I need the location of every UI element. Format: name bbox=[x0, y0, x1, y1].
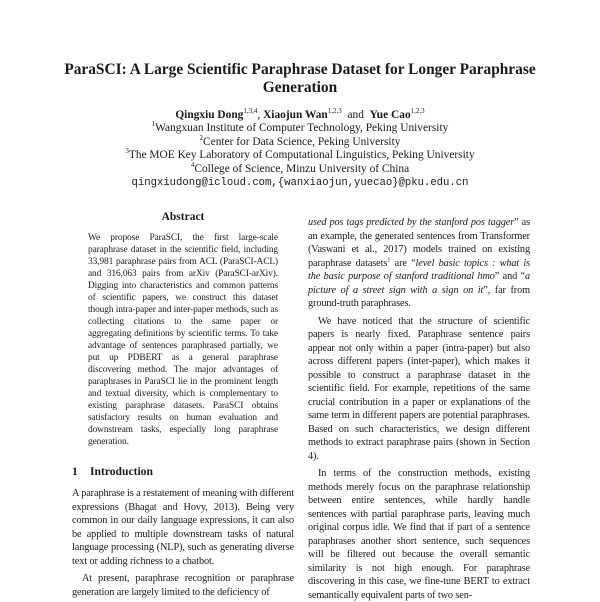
affiliation-mark: 4 bbox=[190, 160, 195, 169]
author-name: Xiaojun Wan bbox=[263, 109, 328, 121]
abstract-heading: Abstract bbox=[161, 211, 205, 223]
section-title: Introduction bbox=[90, 465, 153, 478]
affiliation-mark: 3 bbox=[125, 147, 129, 156]
author-affil-marks: 1,2,3 bbox=[410, 107, 425, 116]
affiliation-text: Wangxuan Institute of Computer Technology, Peking University bbox=[155, 122, 449, 135]
author-emails: qingxiudong@icloud.com,{wanxiaojun,yuecao}@pku.edu.cn bbox=[131, 177, 469, 190]
body-paragraph-structure: We have noticed that the structure of scientific papers is nearly fixed. Paraphrase sentence pairs appear not only within a paper (intra-paper) but also across different papers (inter-paper), which makes it possible to construct a paraphrase dataset in the scientific field. For example, repetitions of the same crucial contribution in a paper or explanations of the same term in different papers are potential paraphrases. Based on such characteristics, we design different methods to extract paraphrase pairs (shown in Section 4). bbox=[308, 315, 530, 462]
affiliation bbox=[60, 122, 540, 135]
author-affil-marks: 1,3,4 bbox=[243, 107, 258, 116]
quoted-example: level basic topics : what is the basic purpose of stanford traditional hmo bbox=[308, 257, 530, 282]
body-text: ” and “ bbox=[494, 271, 525, 282]
author-affil-marks: 1,2,3 bbox=[327, 107, 342, 116]
affiliation-mark: 2 bbox=[199, 134, 204, 143]
author-name: Yue Cao bbox=[369, 109, 411, 121]
body-text: are “ bbox=[390, 257, 416, 269]
section-number: 1 bbox=[72, 465, 78, 478]
body-text: ”, far from ground-truth paraphrases. bbox=[308, 284, 530, 309]
author-block bbox=[60, 109, 540, 190]
example-paragraph bbox=[308, 216, 530, 311]
author-line: Qingxiu Dong$^{1,3,4}$, Xiaojun Wan$^{1,2,3}$ and Yue Cao$^{1,2,3}$ bbox=[175, 107, 425, 121]
left-column bbox=[72, 210, 294, 599]
affiliation bbox=[60, 160, 540, 176]
footnote-marker: 1 bbox=[387, 256, 391, 264]
quoted-example: a picture of a street sign with a sign on it bbox=[308, 271, 530, 296]
author-name: Qingxiu Dong bbox=[175, 109, 244, 121]
abstract-text: We propose ParaSCI, the first large-scale paraphrase dataset in the scientific field, including 33,981 paraphrase pairs from ACL (ParaSCI-ACL) and 316,063 pairs from arXiv (ParaSCI-arXiv). Digging into characteristics and common patterns of scientific papers, we construct this dataset though intra-paper and inter-paper methods, such as collecting citations to the same paper or aggregating definitions by scientific terms. To take advantage of sentences paraphrased partially, we put up PDBERT as a general paraphrase discovering method. The major advantages of paraphrases in ParaSCI lie in the prominent length and textual diversity, which is complementary to existing paraphrase datasets. ParaSCI obtains satisfactory results on human evaluation and downstream tasks, especially long paraphrase generation. bbox=[88, 233, 278, 447]
quoted-example: used pos tags predicted by the stanford pos tagger bbox=[308, 217, 515, 228]
body-text: ” as an example, the generated sentences from Transformer (Vaswani et al., 2017) models trained on existing paraphrase datasets bbox=[308, 217, 531, 269]
right-column bbox=[308, 216, 530, 602]
body-paragraph-methods: In terms of the construction methods, existing methods merely focus on the paraphrase relationship between entire sentences, while hardly handle sentences with partial paraphrase parts, leaving much original corpus idle. We find that if part of a sentence paraphrases another short sentence, such sequences will be filtered out because the overall semantic similarity is not high enough. For paraphrase discovering in this case, we fine-tune BERT to extract semantically equivalent parts of two sen- bbox=[308, 468, 530, 601]
intro-paragraph-1: A paraphrase is a restatement of meaning with different expressions (Bhagat and Hovy, 2013). Being very common in our daily language expressions, it can also be applied to multiple downstream tasks of natural language processing (NLP), such as generating diverse text or adding richness to a chatbot. bbox=[72, 488, 294, 567]
affiliation-text: College of Science, Minzu University of China bbox=[194, 162, 410, 175]
affiliation bbox=[60, 149, 540, 162]
affiliation-mark: 1 bbox=[151, 120, 156, 129]
intro-paragraph-2: At present, paraphrase recognition or paraphrase generation are largely limited to the deficiency of bbox=[72, 573, 294, 598]
paper-title: ParaSCI: A Large Scientific Paraphrase Dataset for Longer Paraphrase Generation bbox=[64, 61, 536, 96]
affiliation-text: The MOE Key Laboratory of Computational Linguistics, Peking University bbox=[128, 149, 475, 162]
affiliation bbox=[60, 136, 540, 149]
author-conjunction: and bbox=[347, 109, 364, 121]
affiliation-text: Center for Data Science, Peking University bbox=[203, 135, 401, 148]
section-heading-introduction bbox=[72, 465, 294, 479]
